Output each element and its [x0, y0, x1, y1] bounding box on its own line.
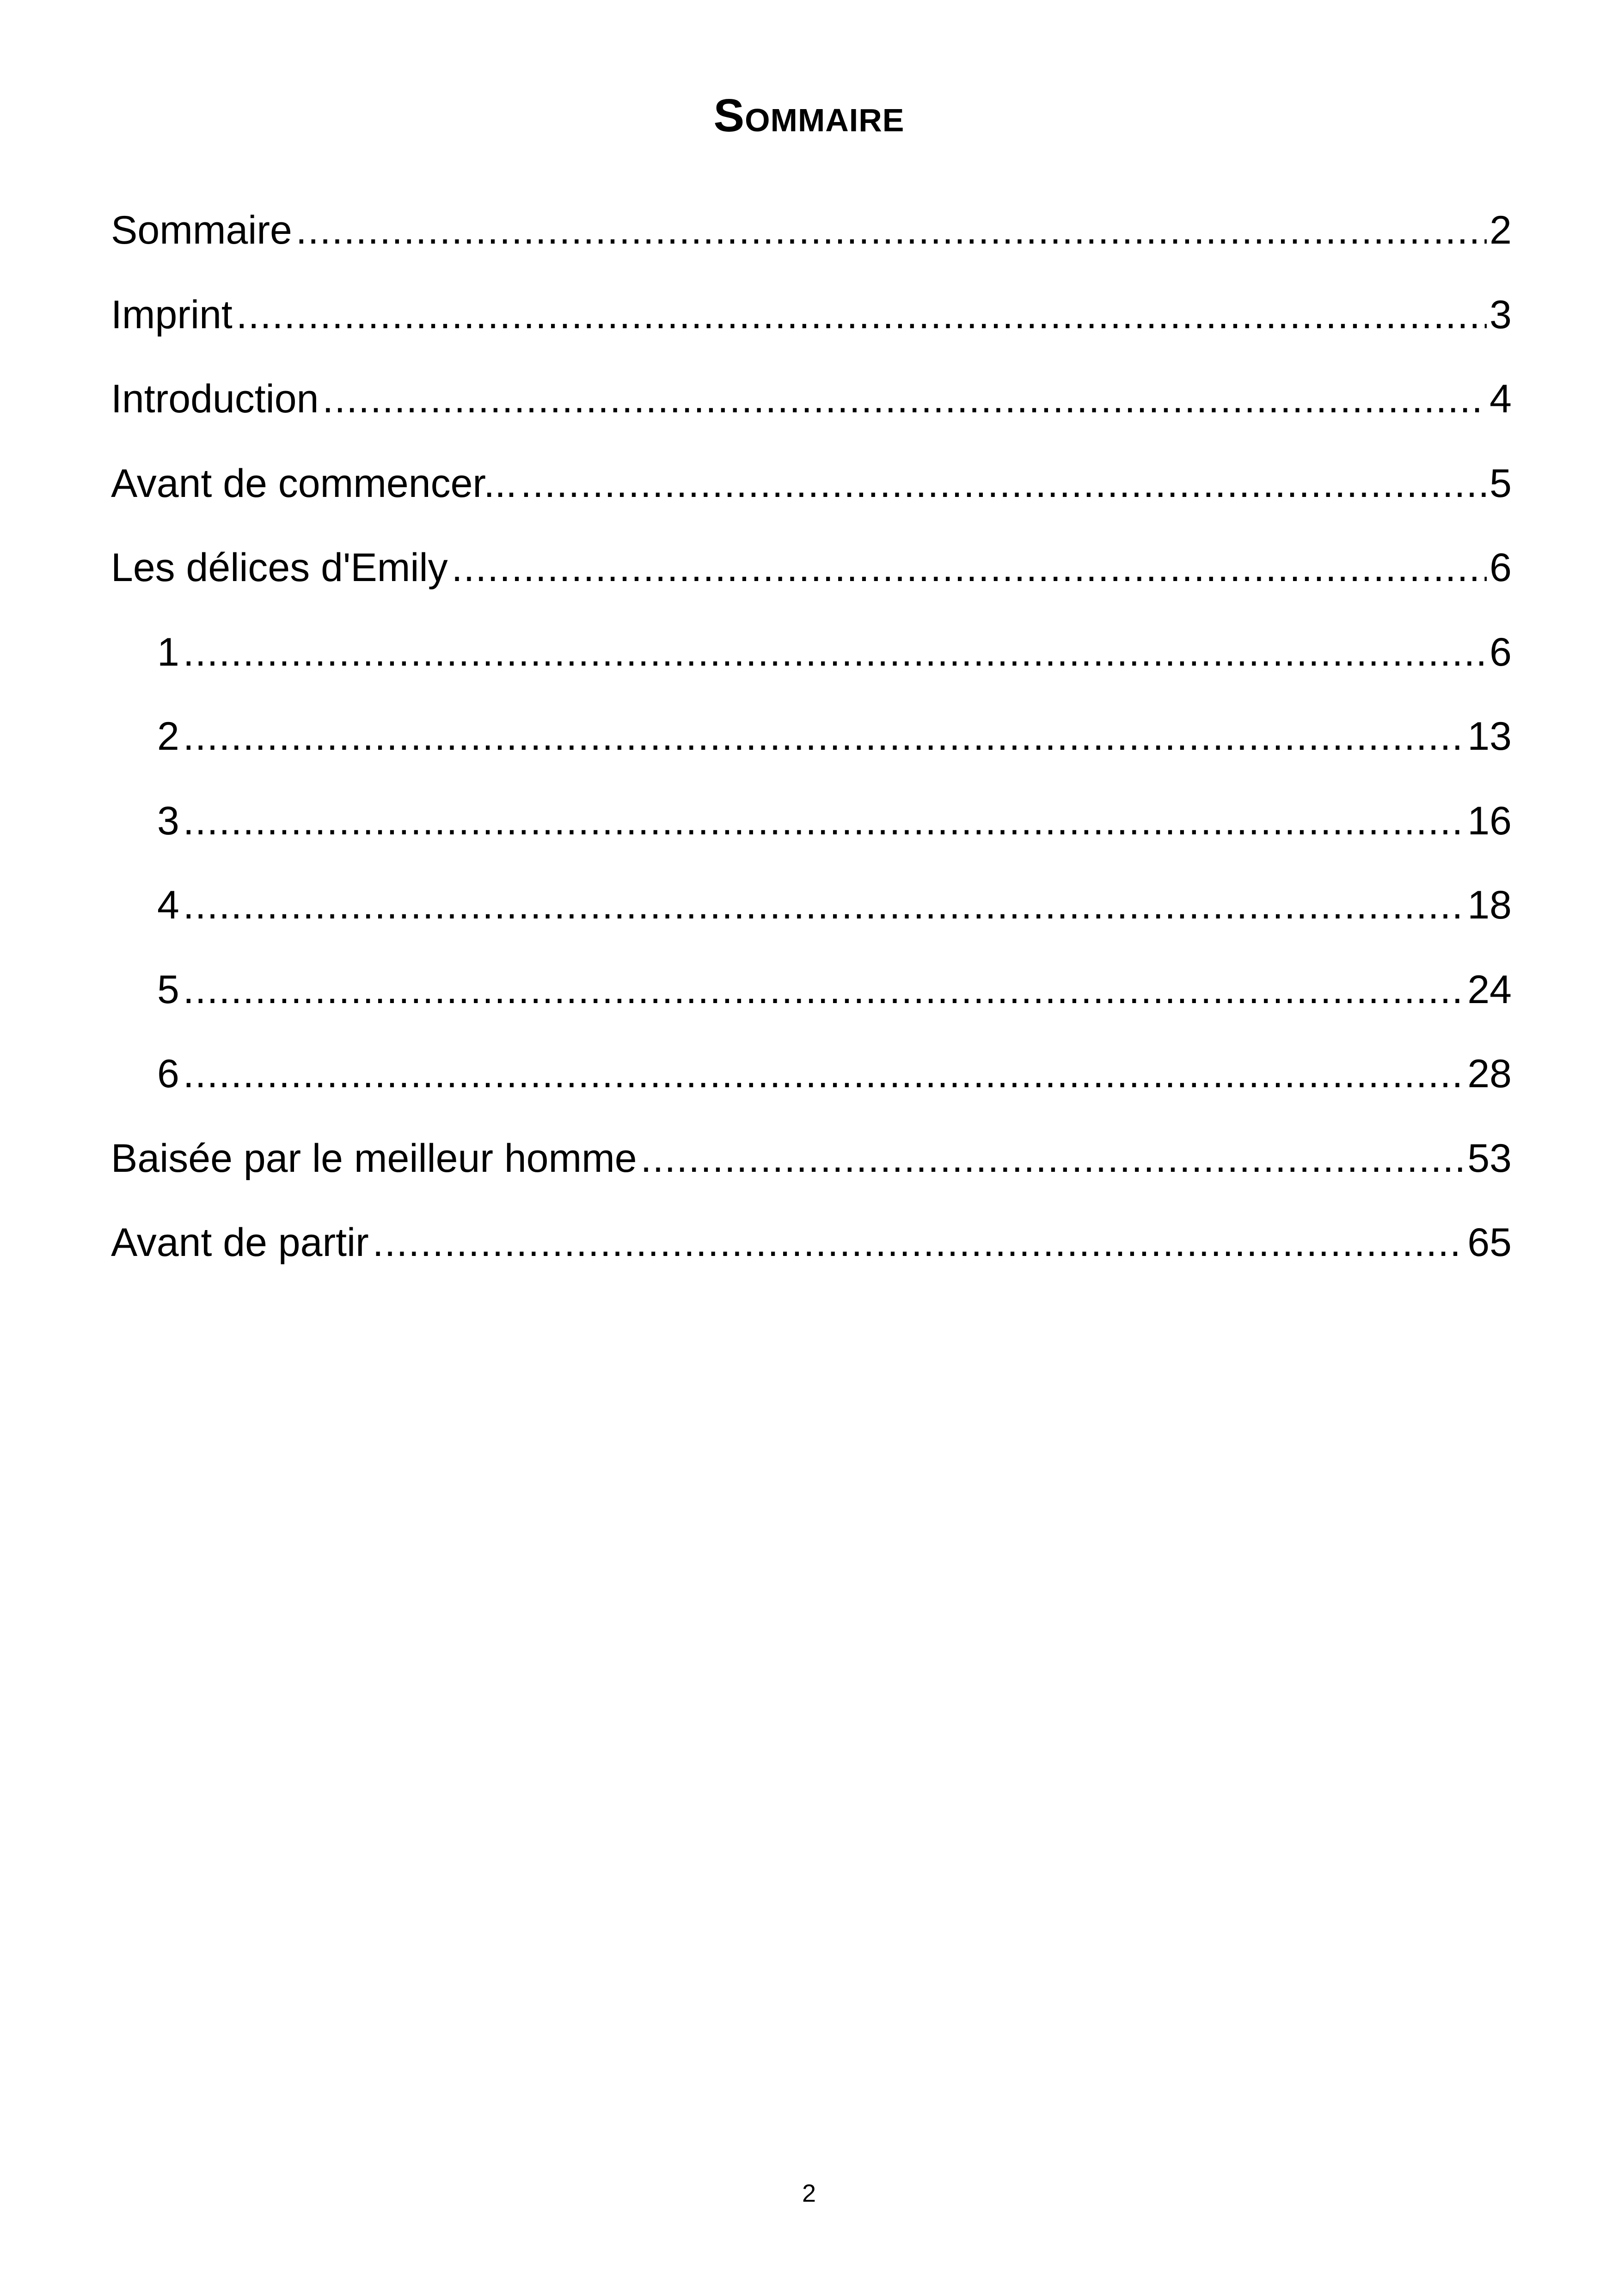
- toc-entry-label: 4: [157, 883, 179, 927]
- toc-dot-leader: [183, 962, 1465, 1017]
- toc-entry-page: 3: [1489, 292, 1512, 337]
- toc-entry-label: 6: [157, 1052, 179, 1096]
- toc-subentry[interactable]: [111, 709, 1512, 793]
- toc-entry-page: 2: [1489, 208, 1512, 252]
- toc-entry[interactable]: [111, 540, 1512, 625]
- toc-dot-leader: [322, 371, 1487, 427]
- footer-page-number: 2: [802, 2180, 816, 2207]
- toc-entry-page: 24: [1467, 967, 1512, 1012]
- toc-entry-page: 4: [1489, 377, 1512, 421]
- toc-entry[interactable]: [111, 287, 1512, 372]
- toc-subentry[interactable]: [111, 962, 1512, 1047]
- toc-dot-leader: [236, 287, 1487, 343]
- toc-subentry[interactable]: [111, 877, 1512, 962]
- toc-dot-leader: [452, 540, 1487, 595]
- toc-entry[interactable]: [111, 202, 1512, 287]
- page-title: Sommaire: [713, 90, 905, 141]
- toc-dot-leader: [183, 625, 1487, 680]
- toc-entry-label: 2: [157, 714, 179, 759]
- toc-entry-label: Sommaire: [111, 208, 292, 252]
- toc-subentry[interactable]: [111, 1046, 1512, 1131]
- toc-entry-page: 6: [1489, 630, 1512, 674]
- toc-dot-leader: [183, 877, 1465, 933]
- toc-entry-label: Introduction: [111, 377, 319, 421]
- toc-entry-page: 53: [1467, 1136, 1512, 1181]
- toc-dot-leader: [641, 1131, 1465, 1186]
- toc-entry-page: 13: [1467, 714, 1512, 759]
- toc-entry-label: Imprint: [111, 292, 233, 337]
- toc-subentry[interactable]: [111, 793, 1512, 878]
- toc-dot-leader: [183, 709, 1465, 764]
- toc-dot-leader: [183, 793, 1465, 849]
- toc-entry-label: Baisée par le meilleur homme: [111, 1136, 637, 1181]
- table-of-contents: [111, 202, 1512, 1299]
- toc-entry[interactable]: [111, 1131, 1512, 1215]
- toc-entry-page: 5: [1489, 461, 1512, 506]
- toc-entry-page: 6: [1489, 545, 1512, 590]
- toc-dot-leader: [296, 202, 1487, 258]
- toc-entry-label: Les délices d'Emily: [111, 545, 448, 590]
- toc-entry-label: 1: [157, 630, 179, 674]
- toc-subentry[interactable]: [111, 625, 1512, 709]
- toc-dot-leader: [373, 1215, 1465, 1270]
- toc-entry-label: 3: [157, 798, 179, 843]
- toc-entry-page: 18: [1467, 883, 1512, 927]
- toc-entry[interactable]: [111, 371, 1512, 456]
- toc-entry-label: Avant de partir: [111, 1220, 369, 1265]
- toc-entry-label: 5: [157, 967, 179, 1012]
- toc-entry-page: 28: [1467, 1052, 1512, 1096]
- toc-entry-label: Avant de commencer...: [111, 461, 517, 506]
- toc-dot-leader: [521, 456, 1487, 511]
- toc-entry-page: 16: [1467, 798, 1512, 843]
- toc-entry-page: 65: [1467, 1220, 1512, 1265]
- toc-entry[interactable]: [111, 1215, 1512, 1299]
- toc-dot-leader: [183, 1046, 1465, 1102]
- toc-entry[interactable]: [111, 456, 1512, 540]
